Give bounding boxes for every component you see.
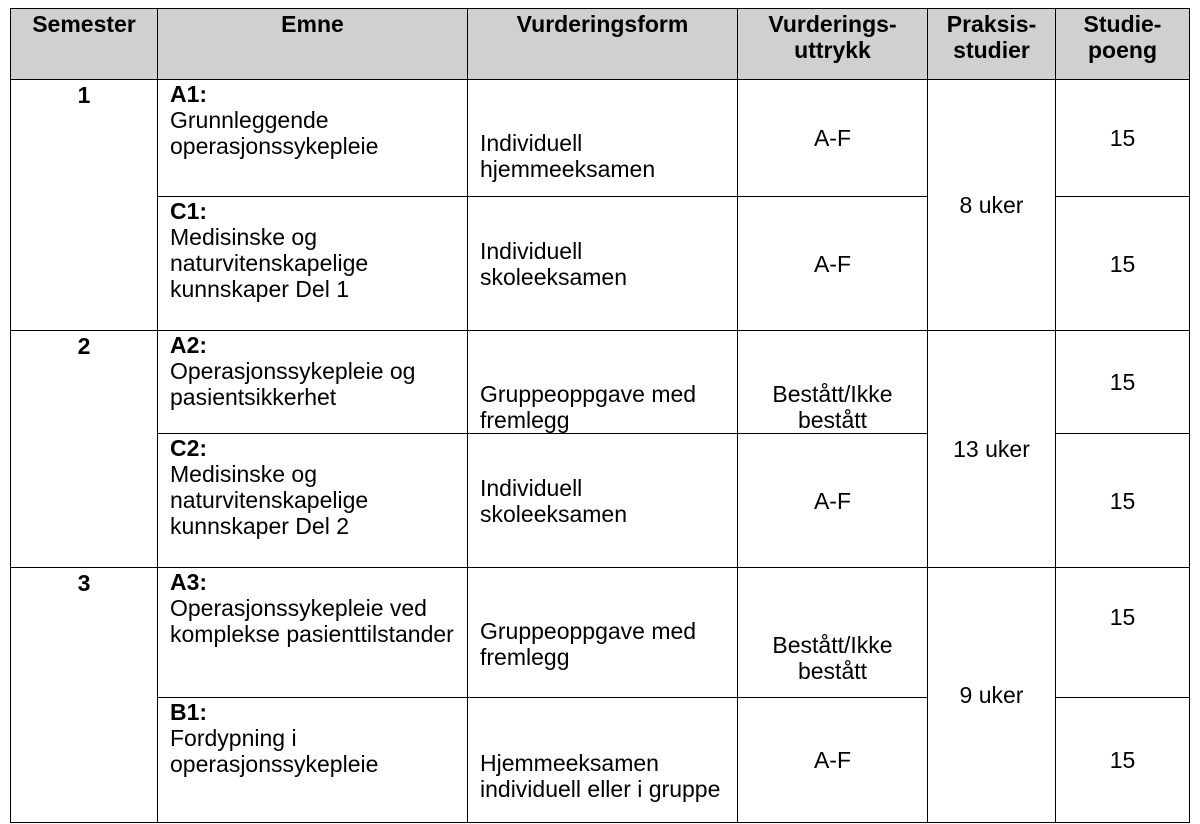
course-name: Grunnleggende operasjonssykepleie — [170, 107, 379, 159]
studiepoeng-cell: 15 — [1056, 698, 1190, 823]
vurderingsform-cell: Hjemmeeksamen individuell eller i gruppe — [468, 698, 738, 823]
vurderingsform-cell: Individuell skoleeksamen — [468, 434, 738, 568]
table-row — [11, 331, 1190, 434]
emne-cell — [158, 568, 468, 698]
semester-cell: 3 — [11, 568, 158, 823]
header-semester: Semester — [11, 9, 158, 80]
vurderingsform-cell: Individuell skoleeksamen — [468, 197, 738, 331]
course-name: Medisinske og naturvitenskapelige kunnskaper Del 1 — [170, 224, 369, 302]
praksisstudier-cell: 8 uker — [928, 80, 1056, 331]
table-row — [11, 80, 1190, 197]
emne-cell — [158, 698, 468, 823]
course-code: A1: — [170, 81, 208, 107]
course-code: C1: — [170, 198, 208, 224]
emne-cell — [158, 331, 468, 434]
study-plan-table — [10, 8, 1190, 823]
praksisstudier-cell: 13 uker — [928, 331, 1056, 568]
semester-cell: 1 — [11, 80, 158, 331]
header-studiepoeng: Studie- poeng — [1056, 9, 1190, 80]
vurderingsuttrykk-cell: A-F — [738, 698, 928, 823]
header-vurderingsform: Vurderingsform — [468, 9, 738, 80]
emne-cell — [158, 434, 468, 568]
table-row — [11, 568, 1190, 698]
semester-cell: 2 — [11, 331, 158, 568]
course-name: Fordypning i operasjonssykepleie — [170, 725, 379, 777]
course-name: Operasjonssykepleie og pasientsikkerhet — [170, 358, 416, 410]
course-code: B1: — [170, 699, 208, 725]
vurderingsform-cell: Individuell hjemmeeksamen — [468, 80, 738, 197]
course-code: A3: — [170, 569, 208, 595]
header-row — [11, 9, 1190, 80]
studiepoeng-cell: 15 — [1056, 197, 1190, 331]
course-name: Medisinske og naturvitenskapelige kunnskaper Del 2 — [170, 461, 369, 539]
vurderingsuttrykk-cell: A-F — [738, 80, 928, 197]
vurderingsform-cell: Gruppeoppgave med fremlegg — [468, 331, 738, 434]
studiepoeng-cell: 15 — [1056, 331, 1190, 434]
studiepoeng-cell: 15 — [1056, 80, 1190, 197]
vurderingsuttrykk-cell: Bestått/Ikke bestått — [738, 568, 928, 698]
vurderingsform-cell: Gruppeoppgave med fremlegg — [468, 568, 738, 698]
course-code: C2: — [170, 435, 208, 461]
vurderingsuttrykk-cell: A-F — [738, 197, 928, 331]
header-praksisstudier: Praksis- studier — [928, 9, 1056, 80]
praksisstudier-cell: 9 uker — [928, 568, 1056, 823]
emne-cell — [158, 197, 468, 331]
course-code: A2: — [170, 332, 208, 358]
course-name: Operasjonssykepleie ved komplekse pasienttilstander — [170, 595, 454, 647]
vurderingsuttrykk-cell: Bestått/Ikke bestått — [738, 331, 928, 434]
header-emne: Emne — [158, 9, 468, 80]
studiepoeng-cell: 15 — [1056, 568, 1190, 698]
emne-cell — [158, 80, 468, 197]
studiepoeng-cell: 15 — [1056, 434, 1190, 568]
header-vurderingsuttrykk: Vurderings- uttrykk — [738, 9, 928, 80]
vurderingsuttrykk-cell: A-F — [738, 434, 928, 568]
